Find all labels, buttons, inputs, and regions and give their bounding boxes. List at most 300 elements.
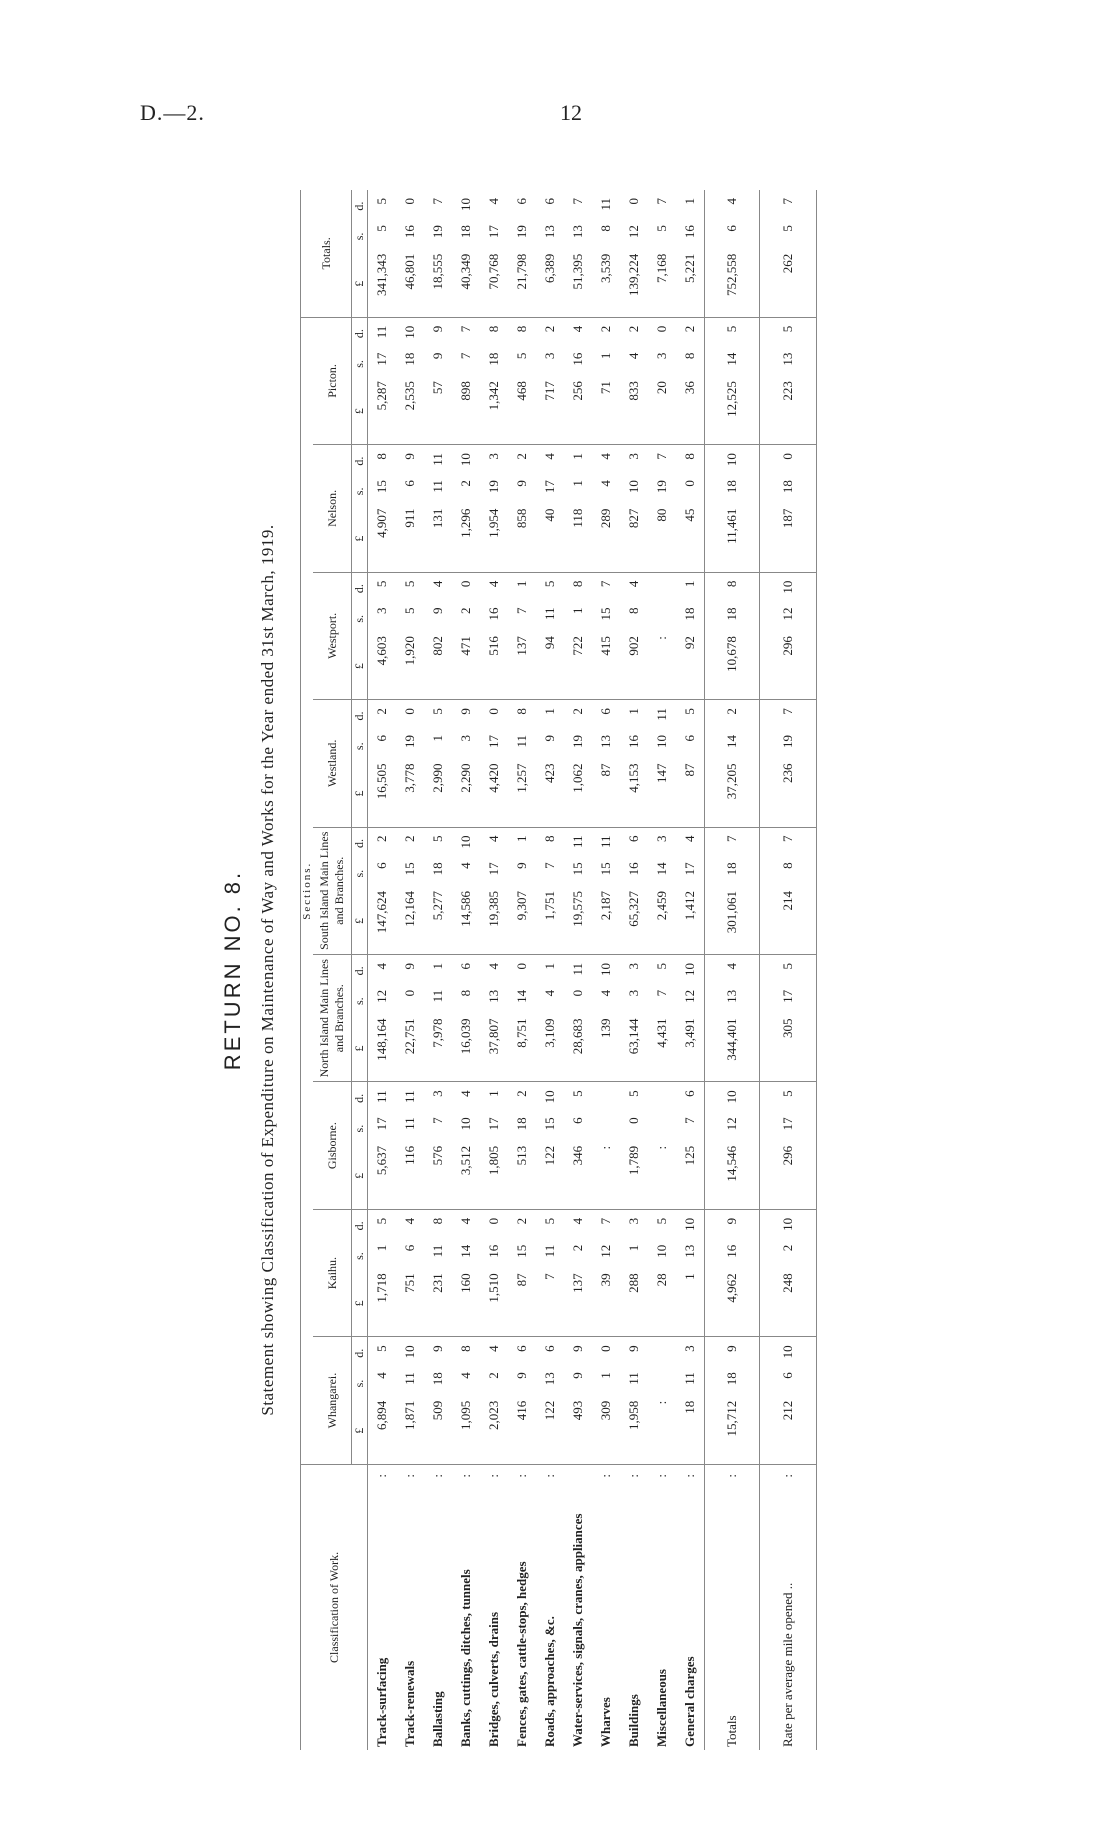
amount-cell: 17 [780,989,795,1003]
amount-cell [648,572,676,604]
unit-label: s. [352,997,366,1005]
amount-cell: 18 [724,862,739,876]
row-leader: : [486,1473,501,1478]
amount-cell: 6,894 [368,1398,397,1464]
amount-cell: 5 [514,352,529,360]
total-cell: 19 [514,225,529,239]
table-row [760,190,817,1750]
amount-cell: 20 [648,378,676,444]
amount-cell: 1,954 [480,506,508,572]
unit-label: s. [352,614,366,623]
row-leader: : [724,1473,739,1478]
amount-cell: 19 [486,480,501,494]
amount-cell: 137 [508,633,536,699]
row-label: General charges [682,1656,697,1747]
total-cell: 5 [654,225,669,232]
unit-label: s. [352,1124,366,1133]
amount-cell: 1,412 [676,888,705,954]
unit-label: £ [352,1015,368,1081]
amount-cell: 5 [654,1217,669,1225]
amount-cell: 7 [514,607,529,615]
amount-cell: 1,805 [480,1143,508,1209]
amount-cell: 131 [424,506,452,572]
amount-cell: 0 [682,480,697,487]
amount-cell: 9 [514,1372,529,1379]
amount-cell: 8 [458,1345,473,1352]
amount-cell: 9 [402,453,417,460]
amount-cell: 2 [486,1372,501,1379]
amount-cell: 10 [402,325,417,339]
amount-cell: 15 [570,862,585,876]
amount-cell: 8 [724,580,739,588]
row-leader: : [430,1473,445,1478]
amount-cell: 10 [724,1090,739,1104]
amount-cell: 7 [430,1117,445,1124]
total-cell: 7,168 [648,251,676,317]
total-cell: 11 [598,198,613,211]
section-column-header: North Island Main Lines and Branches. [313,954,352,1081]
amount-cell [648,605,676,634]
amount-cell: 11 [542,1244,557,1258]
amount-cell: 9 [430,607,445,615]
total-cell: 51,395 [564,251,592,317]
amount-cell: 3 [458,734,473,742]
amount-cell: 516 [480,633,508,699]
amount-cell: 2 [570,708,585,715]
total-cell: 5 [374,198,389,205]
amount-cell: 3 [430,1090,445,1097]
amount-cell: 5 [570,1090,585,1097]
amount-cell: 18 [676,1398,705,1464]
total-cell: 12 [626,225,641,239]
amount-cell: 2 [514,453,529,460]
amount-cell: 8 [542,835,557,843]
amount-cell: 4 [458,862,473,869]
amount-cell: 2 [402,835,417,843]
amount-cell: 833 [620,378,648,444]
amount-cell: 7,978 [424,1015,452,1081]
amount-cell: 1,958 [620,1398,648,1464]
total-cell: 16 [402,225,417,239]
row-label: Track-surfacing [374,1657,389,1747]
amount-cell: 9 [430,325,445,333]
table-row [480,190,508,1750]
amount-cell: 37,205 [705,761,760,827]
amount-cell: 6 [402,480,417,487]
amount-cell: 212 [760,1398,817,1464]
amount-cell: 11 [682,1372,697,1385]
amount-cell: 513 [508,1143,536,1209]
amount-cell: 137 [564,1270,592,1336]
amount-cell: 4 [486,580,501,588]
section-column-header: Whangarei. [313,1337,352,1464]
total-cell: 5,221 [676,251,705,317]
amount-cell: 9 [430,1345,445,1352]
amount-cell: 1 [626,708,641,715]
amount-cell: 14,586 [452,888,480,954]
table-row [536,190,564,1750]
amount-cell: 1 [570,480,585,487]
amount-cell: 3 [374,607,389,615]
unit-label: s. [352,487,366,496]
amount-cell: 1,342 [480,378,508,444]
amount-cell: 11 [598,835,613,849]
row-leader: : [458,1473,473,1478]
amount-cell: 5,637 [368,1143,397,1209]
amount-cell: 18 [682,607,697,621]
amount-cell: 802 [424,633,452,699]
amount-cell: 2 [724,708,739,715]
amount-cell: 4 [724,962,739,970]
amount-cell: 468 [508,378,536,444]
amount-cell: 4 [626,580,641,588]
document-code: D.—2. [140,100,205,125]
amount-cell: 6 [458,962,473,970]
amount-cell: 12 [682,989,697,1003]
amount-cell: 116 [396,1143,424,1209]
row-label: Wharves [598,1697,613,1747]
amount-cell: 15 [402,862,417,876]
amount-cell: 12 [724,1117,739,1131]
unit-label: d. [352,1348,366,1358]
total-cell: 46,801 [396,251,424,317]
amount-cell: 7 [654,989,669,997]
table-row [564,190,592,1750]
unit-label: s. [352,869,366,878]
amount-cell: 87 [676,761,705,827]
amount-cell: 19,575 [564,888,592,954]
amount-cell: 8 [682,352,697,360]
amount-cell: 471 [452,633,480,699]
amount-cell: 5 [542,1217,557,1225]
amount-cell: 2 [598,325,613,333]
amount-cell: 57 [424,378,452,444]
unit-label: d. [352,329,366,339]
unit-label: £ [352,1143,368,1209]
amount-cell: 2,023 [480,1398,508,1464]
amount-cell: 1,871 [396,1398,424,1464]
total-cell: 18 [458,225,473,239]
amount-cell: 13 [780,352,795,366]
total-cell: 6 [724,225,739,232]
unit-label: £ [352,251,368,317]
amount-cell: 5 [430,835,445,843]
row-leader: : [374,1473,389,1478]
amount-cell: 13 [598,734,613,748]
amount-cell: 11 [430,480,445,493]
amount-cell: 4 [486,962,501,970]
amount-cell: 911 [396,506,424,572]
row-label: Banks, cuttings, ditches, tunnels [458,1569,473,1747]
amount-cell: 9 [514,480,529,487]
amount-cell: 16 [626,734,641,748]
amount-cell: 1 [570,453,585,460]
amount-cell: 344,401 [705,1015,760,1081]
amount-cell: 1 [486,1090,501,1097]
amount-cell: 1,789 [620,1143,648,1209]
amount-cell: 423 [536,761,564,827]
amount-cell: : [648,1143,676,1209]
unit-label: £ [352,378,368,444]
amount-cell: 898 [452,378,480,444]
amount-cell: 0 [402,989,417,997]
amount-cell: 9 [458,708,473,715]
amount-cell: 122 [536,1143,564,1209]
row-label: Buildings [626,1694,641,1747]
table-row [368,190,397,1750]
amount-cell: 717 [536,378,564,444]
amount-cell: 10 [682,1217,697,1231]
amount-cell: 15 [598,607,613,621]
amount-cell: 7 [682,1117,697,1124]
row-leader: : [514,1473,529,1478]
amount-cell: 3 [626,962,641,970]
amount-cell: 18 [724,1372,739,1386]
amount-cell: 28,683 [564,1015,592,1081]
amount-cell: 15 [598,862,613,876]
amount-cell: 1,095 [452,1398,480,1464]
amount-cell [592,1114,620,1143]
amount-cell: 11 [374,325,389,339]
total-cell: 6 [514,198,529,205]
amount-cell: 346 [564,1143,592,1209]
amount-cell: 858 [508,506,536,572]
total-cell: 4 [724,198,739,205]
amount-cell: 9 [514,862,529,869]
unit-label: £ [352,761,368,827]
amount-cell: 17 [374,1117,389,1131]
total-cell: 262 [760,251,817,317]
amount-cell: 11 [402,1372,417,1385]
row-leader: : [402,1473,417,1478]
amount-cell: 125 [676,1143,705,1209]
amount-cell: 3 [486,453,501,460]
amount-cell: 17 [486,862,501,876]
unit-label: d. [352,584,366,594]
row-leader: : [598,1473,613,1478]
unit-label: s. [352,742,366,751]
amount-cell: 122 [536,1398,564,1464]
amount-cell: 11 [430,1244,445,1258]
amount-cell: 5 [542,580,557,588]
amount-cell: 7 [542,862,557,869]
table-row [508,190,536,1750]
amount-cell: 0 [458,580,473,588]
amount-cell: 15,712 [705,1398,760,1464]
row-leader: : [626,1473,641,1478]
amount-cell: 92 [676,633,705,699]
amount-cell: 6 [682,1090,697,1097]
amount-cell: 4 [598,480,613,487]
amount-cell: 576 [424,1143,452,1209]
amount-cell: 7 [598,580,613,588]
amount-cell: 80 [648,506,676,572]
amount-cell: 17 [374,352,389,366]
amount-cell: 4 [570,325,585,333]
amount-cell: 1,510 [480,1270,508,1336]
amount-cell: 1 [626,1244,641,1252]
amount-cell: 416 [508,1398,536,1464]
amount-cell: 11 [626,1372,641,1385]
section-column-header: Picton. [313,317,352,444]
amount-cell: 94 [536,633,564,699]
amount-cell: 8 [514,325,529,333]
unit-label: £ [352,1270,368,1336]
row-label: Rate per average mile opened .. [780,1582,795,1747]
amount-cell: 16 [724,1244,739,1258]
amount-cell: 4 [402,1217,417,1225]
table-row [452,190,480,1750]
total-cell: 21,798 [508,251,536,317]
amount-cell: 187 [760,506,817,572]
total-cell: 0 [626,198,641,205]
row-label: Fences, gates, cattle-stops, hedges [514,1561,529,1747]
amount-cell: 16 [570,352,585,366]
rotated-page-content [220,180,1000,1760]
amount-cell: 10 [402,1345,417,1359]
amount-cell: 0 [654,325,669,333]
amount-cell: 2 [458,607,473,615]
total-cell: 4 [486,198,501,205]
amount-cell: 10 [458,835,473,849]
total-cell: 40,349 [452,251,480,317]
amount-cell: 827 [620,506,648,572]
amount-cell: 12,164 [396,888,424,954]
total-cell: 19 [430,225,445,239]
amount-cell: 87 [592,761,620,827]
amount-cell: 18 [780,480,795,494]
unit-label: £ [352,506,368,572]
amount-cell [648,1082,676,1114]
amount-cell: 6 [514,1345,529,1352]
amount-cell: 4 [374,962,389,970]
section-column-header: Westland. [313,700,352,827]
amount-cell: 3,109 [536,1015,564,1081]
amount-cell: 3,512 [452,1143,480,1209]
unit-label: £ [352,1398,368,1464]
amount-cell: 1 [374,1244,389,1252]
amount-cell: 4 [626,352,641,360]
amount-cell: 7 [536,1270,564,1336]
unit-label: d. [352,1093,366,1103]
amount-cell: 2 [682,325,697,333]
total-cell: 3,539 [592,251,620,317]
amount-cell: 509 [424,1398,452,1464]
amount-cell: 2 [514,1217,529,1225]
amount-cell: 3 [654,352,669,360]
table-row [705,190,760,1750]
amount-cell: 2 [780,1244,795,1252]
total-cell: 10 [458,198,473,211]
amount-cell: 0 [570,989,585,997]
amount-cell: 10 [780,580,795,594]
amount-cell: 16 [486,607,501,621]
amount-cell: 147,624 [368,888,397,954]
row-label: Miscellaneous [654,1669,669,1747]
amount-cell: 17 [486,1117,501,1131]
amount-cell: 5 [780,1090,795,1097]
amount-cell: 16,039 [452,1015,480,1081]
total-cell: 16 [682,225,697,239]
amount-cell: 11 [542,607,557,621]
amount-cell: 2 [514,1090,529,1097]
amount-cell: 5 [402,607,417,615]
amount-cell: 4 [598,989,613,997]
amount-cell: 147 [648,761,676,827]
amount-cell: 305 [760,1015,817,1081]
amount-cell: 5,277 [424,888,452,954]
amount-cell: 3 [654,835,669,843]
amount-cell: 0 [780,453,795,460]
row-label: Roads, approaches, &c. [542,1616,557,1747]
amount-cell: 11 [402,1117,417,1130]
amount-cell: 13 [724,989,739,1003]
amount-cell: 2,535 [396,378,424,444]
amount-cell: 7 [598,1217,613,1225]
unit-label: s. [352,360,366,368]
amount-cell: 18 [724,607,739,621]
amount-cell: 148,164 [368,1015,397,1081]
amount-cell: 5 [374,580,389,588]
total-cell: 1 [682,198,697,205]
amount-cell: 17 [682,862,697,876]
amount-cell: 4 [570,1217,585,1225]
total-cell: 7 [430,198,445,205]
amount-cell: 5 [374,1217,389,1225]
classification-header: Classification of Work. [326,1551,341,1663]
amount-cell: 15 [542,1117,557,1131]
amount-cell: 1,751 [536,888,564,954]
amount-cell: 5,287 [368,378,397,444]
total-cell: 0 [402,198,417,205]
amount-cell [592,1082,620,1114]
amount-cell: 40 [536,506,564,572]
unit-label: d. [352,966,366,976]
amount-cell: 11 [374,1090,389,1103]
total-cell: 139,224 [620,251,648,317]
amount-cell: 1 [430,962,445,970]
amount-cell: 4 [458,1372,473,1379]
page-number: 12 [560,100,582,125]
amount-cell: 301,061 [705,888,760,954]
amount-cell: 18 [486,352,501,366]
amount-cell: 17 [486,734,501,748]
amount-cell [648,1369,676,1398]
amount-cell: 6 [626,835,641,843]
table-row [592,190,620,1750]
amount-cell: 19 [570,734,585,748]
amount-cell: 256 [564,378,592,444]
amount-cell: 415 [592,633,620,699]
amount-cell: 1 [542,962,557,970]
amount-cell: 19 [402,734,417,748]
amount-cell: 8 [682,453,697,460]
amount-cell: 2 [458,480,473,487]
row-leader: : [682,1473,697,1478]
amount-cell: 65,327 [620,888,648,954]
amount-cell: 2,990 [424,761,452,827]
amount-cell: 14 [458,1244,473,1258]
amount-cell: 11 [654,708,669,721]
amount-cell: 1,062 [564,761,592,827]
amount-cell: 1 [430,734,445,742]
unit-label: d. [352,1221,366,1231]
amount-cell: 39 [592,1270,620,1336]
amount-cell: 722 [564,633,592,699]
amount-cell: 19 [780,734,795,748]
table-row [620,190,648,1750]
amount-cell: 0 [402,708,417,715]
